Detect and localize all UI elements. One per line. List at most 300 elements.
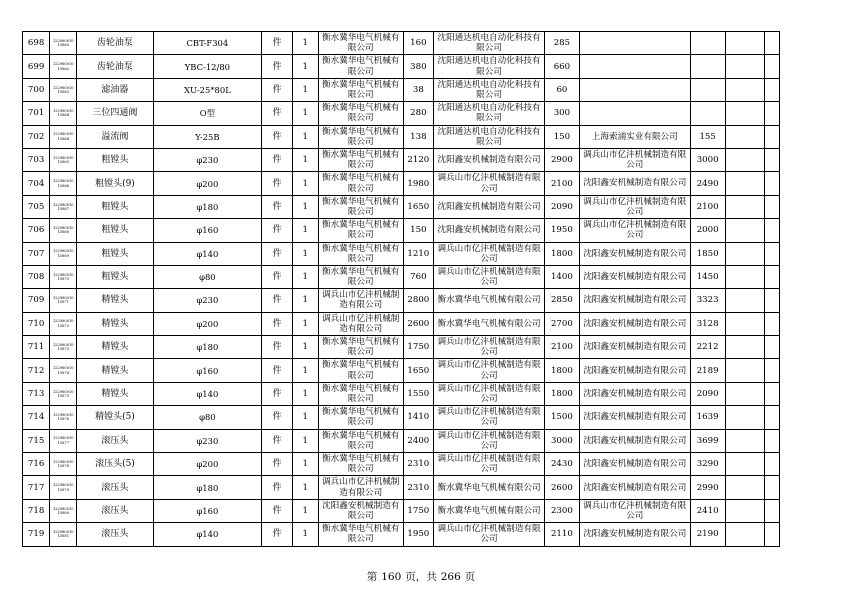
price-2: 2110 bbox=[545, 523, 580, 546]
item-spec: φ180 bbox=[153, 476, 262, 499]
item-quantity: 1 bbox=[292, 32, 318, 55]
price-3: 3000 bbox=[690, 148, 725, 171]
item-name: 精镗头 bbox=[77, 359, 153, 382]
row-number: 707 bbox=[23, 242, 50, 265]
supplier-3: 沈阳鑫安机械制造有限公司 bbox=[579, 429, 690, 452]
row-number: 713 bbox=[23, 382, 50, 405]
item-name: 粗镗头 bbox=[77, 195, 153, 218]
item-name: 滤油器 bbox=[77, 78, 153, 101]
price-1: 760 bbox=[403, 265, 433, 288]
item-unit: 件 bbox=[262, 453, 292, 476]
blank-cell bbox=[764, 78, 779, 101]
supplier-2: 调兵山市亿沣机械制造有限公司 bbox=[434, 172, 545, 195]
material-code: 122980010 15862 bbox=[50, 55, 77, 78]
row-number: 715 bbox=[23, 429, 50, 452]
supplier-2: 调兵山市亿沣机械制造有限公司 bbox=[434, 359, 545, 382]
price-1: 2310 bbox=[403, 453, 433, 476]
supplier-2: 沈阳通达机电自动化科技有限公司 bbox=[434, 125, 545, 148]
price-2: 2300 bbox=[545, 499, 580, 522]
supplier-3: 沈阳鑫安机械制造有限公司 bbox=[579, 523, 690, 546]
blank-cell bbox=[725, 242, 764, 265]
material-code: 122980010 15875 bbox=[50, 382, 77, 405]
price-2: 300 bbox=[545, 102, 580, 125]
item-unit: 件 bbox=[262, 406, 292, 429]
supplier-1: 衡水冀华电气机械有限公司 bbox=[318, 195, 403, 218]
blank-cell bbox=[764, 336, 779, 359]
blank-cell bbox=[725, 102, 764, 125]
item-unit: 件 bbox=[262, 172, 292, 195]
price-1: 2600 bbox=[403, 312, 433, 335]
blank-cell bbox=[725, 289, 764, 312]
supplier-3: 沈阳鑫安机械制造有限公司 bbox=[579, 382, 690, 405]
supplier-2: 调兵山市亿沣机械制造有限公司 bbox=[434, 453, 545, 476]
blank-cell bbox=[725, 406, 764, 429]
price-2: 660 bbox=[545, 55, 580, 78]
supplier-3: 沈阳鑫安机械制造有限公司 bbox=[579, 336, 690, 359]
supplier-2: 沈阳通达机电自动化科技有限公司 bbox=[434, 55, 545, 78]
blank-cell bbox=[764, 312, 779, 335]
item-name: 粗镗头 bbox=[77, 148, 153, 171]
supplier-2: 调兵山市亿沣机械制造有限公司 bbox=[434, 429, 545, 452]
item-spec: φ160 bbox=[153, 359, 262, 382]
blank-cell bbox=[725, 359, 764, 382]
blank-cell bbox=[764, 172, 779, 195]
row-number: 718 bbox=[23, 499, 50, 522]
price-1: 160 bbox=[403, 32, 433, 55]
price-1: 2800 bbox=[403, 289, 433, 312]
blank-cell bbox=[764, 32, 779, 55]
table-row bbox=[23, 265, 780, 288]
blank-cell bbox=[725, 499, 764, 522]
item-unit: 件 bbox=[262, 289, 292, 312]
row-number: 711 bbox=[23, 336, 50, 359]
item-name: 精镗头(5) bbox=[77, 406, 153, 429]
blank-cell bbox=[764, 219, 779, 242]
table-row bbox=[23, 32, 780, 55]
blank-cell bbox=[764, 523, 779, 546]
item-name: 精镗头 bbox=[77, 312, 153, 335]
item-quantity: 1 bbox=[292, 382, 318, 405]
row-number: 701 bbox=[23, 102, 50, 125]
price-2: 2600 bbox=[545, 476, 580, 499]
price-3 bbox=[690, 32, 725, 55]
price-1: 138 bbox=[403, 125, 433, 148]
item-unit: 件 bbox=[262, 312, 292, 335]
row-number: 708 bbox=[23, 265, 50, 288]
item-quantity: 1 bbox=[292, 429, 318, 452]
material-code: 122980010 15881 bbox=[50, 523, 77, 546]
supplier-3: 沈阳鑫安机械制造有限公司 bbox=[579, 172, 690, 195]
supplier-3 bbox=[579, 78, 690, 101]
item-name: 精镗头 bbox=[77, 336, 153, 359]
price-3: 2190 bbox=[690, 523, 725, 546]
price-3: 3323 bbox=[690, 289, 725, 312]
item-unit: 件 bbox=[262, 219, 292, 242]
total-pages: 266 bbox=[440, 571, 461, 583]
price-1: 2400 bbox=[403, 429, 433, 452]
item-quantity: 1 bbox=[292, 55, 318, 78]
supplier-3 bbox=[579, 55, 690, 78]
material-code: 122980010 15874 bbox=[50, 359, 77, 382]
table-row bbox=[23, 406, 780, 429]
item-quantity: 1 bbox=[292, 125, 318, 148]
supplier-3: 沈阳鑫安机械制造有限公司 bbox=[579, 453, 690, 476]
supplier-2: 调兵山市亿沣机械制造有限公司 bbox=[434, 523, 545, 546]
price-1: 1410 bbox=[403, 406, 433, 429]
material-code: 122980010 15863 bbox=[50, 78, 77, 101]
row-number: 716 bbox=[23, 453, 50, 476]
item-spec: YBC-12/80 bbox=[153, 55, 262, 78]
row-number: 705 bbox=[23, 195, 50, 218]
price-1: 38 bbox=[403, 78, 433, 101]
supplier-2: 衡水冀华电气机械有限公司 bbox=[434, 499, 545, 522]
price-2: 2100 bbox=[545, 172, 580, 195]
item-spec: φ200 bbox=[153, 453, 262, 476]
table-row bbox=[23, 336, 780, 359]
item-spec: φ230 bbox=[153, 289, 262, 312]
material-code: 122980010 15864 bbox=[50, 125, 77, 148]
material-code: 122980010 15876 bbox=[50, 406, 77, 429]
material-code: 122980010 15879 bbox=[50, 476, 77, 499]
item-spec: φ200 bbox=[153, 312, 262, 335]
row-number: 717 bbox=[23, 476, 50, 499]
supplier-1: 调兵山市亿沣机械制造有限公司 bbox=[318, 289, 403, 312]
blank-cell bbox=[764, 289, 779, 312]
item-name: 精镗头 bbox=[77, 382, 153, 405]
material-code: 122980010 15870 bbox=[50, 265, 77, 288]
blank-cell bbox=[764, 499, 779, 522]
supplier-3: 沈阳鑫安机械制造有限公司 bbox=[579, 476, 690, 499]
supplier-1: 衡水冀华电气机械有限公司 bbox=[318, 382, 403, 405]
supplier-2: 沈阳通达机电自动化科技有限公司 bbox=[434, 32, 545, 55]
row-number: 709 bbox=[23, 289, 50, 312]
price-2: 2090 bbox=[545, 195, 580, 218]
supplier-1: 衡水冀华电气机械有限公司 bbox=[318, 242, 403, 265]
price-3: 2490 bbox=[690, 172, 725, 195]
material-code: 122980010 15868 bbox=[50, 219, 77, 242]
price-3: 3699 bbox=[690, 429, 725, 452]
supplier-3: 沈阳鑫安机械制造有限公司 bbox=[579, 265, 690, 288]
supplier-2: 沈阳通达机电自动化科技有限公司 bbox=[434, 102, 545, 125]
supplier-3 bbox=[579, 32, 690, 55]
item-quantity: 1 bbox=[292, 476, 318, 499]
item-spec: φ180 bbox=[153, 336, 262, 359]
table-row bbox=[23, 172, 780, 195]
page-number: 160 bbox=[381, 571, 402, 583]
item-spec: φ140 bbox=[153, 523, 262, 546]
table-row bbox=[23, 242, 780, 265]
price-1: 1750 bbox=[403, 336, 433, 359]
blank-cell bbox=[725, 523, 764, 546]
table-row bbox=[23, 359, 780, 382]
blank-cell bbox=[725, 429, 764, 452]
item-unit: 件 bbox=[262, 32, 292, 55]
item-name: 粗镗头(9) bbox=[77, 172, 153, 195]
blank-cell bbox=[764, 148, 779, 171]
item-unit: 件 bbox=[262, 359, 292, 382]
supplier-1: 衡水冀华电气机械有限公司 bbox=[318, 336, 403, 359]
table-row bbox=[23, 125, 780, 148]
price-2: 1800 bbox=[545, 242, 580, 265]
blank-cell bbox=[764, 265, 779, 288]
material-code: 122980010 15878 bbox=[50, 453, 77, 476]
material-code: 122980010 15865 bbox=[50, 148, 77, 171]
price-1: 1950 bbox=[403, 523, 433, 546]
blank-cell bbox=[725, 148, 764, 171]
row-number: 719 bbox=[23, 523, 50, 546]
table-row bbox=[23, 148, 780, 171]
item-spec: φ200 bbox=[153, 172, 262, 195]
table-row bbox=[23, 499, 780, 522]
item-spec: φ230 bbox=[153, 148, 262, 171]
blank-cell bbox=[725, 265, 764, 288]
supplier-3: 沈阳鑫安机械制造有限公司 bbox=[579, 359, 690, 382]
item-quantity: 1 bbox=[292, 359, 318, 382]
supplier-2: 调兵山市亿沣机械制造有限公司 bbox=[434, 382, 545, 405]
item-name: 粗镗头 bbox=[77, 219, 153, 242]
blank-cell bbox=[764, 453, 779, 476]
blank-cell bbox=[764, 429, 779, 452]
supplier-3 bbox=[579, 102, 690, 125]
blank-cell bbox=[764, 125, 779, 148]
blank-cell bbox=[764, 102, 779, 125]
item-spec: XU-25*80L bbox=[153, 78, 262, 101]
item-name: 滚压头 bbox=[77, 523, 153, 546]
price-1: 1650 bbox=[403, 359, 433, 382]
item-spec: O型 bbox=[153, 102, 262, 125]
item-spec: φ180 bbox=[153, 195, 262, 218]
supplier-2: 调兵山市亿沣机械制造有限公司 bbox=[434, 242, 545, 265]
item-quantity: 1 bbox=[292, 195, 318, 218]
supplier-1: 衡水冀华电气机械有限公司 bbox=[318, 453, 403, 476]
price-1: 1210 bbox=[403, 242, 433, 265]
supplier-2: 调兵山市亿沣机械制造有限公司 bbox=[434, 336, 545, 359]
supplier-3: 沈阳鑫安机械制造有限公司 bbox=[579, 289, 690, 312]
supplier-2: 沈阳鑫安机械制造有限公司 bbox=[434, 148, 545, 171]
item-name: 粗镗头 bbox=[77, 265, 153, 288]
material-code: 122980010 15867 bbox=[50, 195, 77, 218]
blank-cell bbox=[725, 195, 764, 218]
price-2: 2100 bbox=[545, 336, 580, 359]
price-3: 1850 bbox=[690, 242, 725, 265]
row-number: 712 bbox=[23, 359, 50, 382]
item-spec: φ80 bbox=[153, 406, 262, 429]
material-code: 122980010 15877 bbox=[50, 429, 77, 452]
item-name: 溢流阀 bbox=[77, 125, 153, 148]
material-code: 122980010 15869 bbox=[50, 242, 77, 265]
blank-cell bbox=[725, 32, 764, 55]
item-quantity: 1 bbox=[292, 219, 318, 242]
item-unit: 件 bbox=[262, 242, 292, 265]
supplier-1: 衡水冀华电气机械有限公司 bbox=[318, 359, 403, 382]
price-3: 155 bbox=[690, 125, 725, 148]
price-1: 2310 bbox=[403, 476, 433, 499]
price-3: 1639 bbox=[690, 406, 725, 429]
item-name: 粗镗头 bbox=[77, 242, 153, 265]
material-code: 122980010 15872 bbox=[50, 312, 77, 335]
price-1: 1650 bbox=[403, 195, 433, 218]
supplier-1: 衡水冀华电气机械有限公司 bbox=[318, 125, 403, 148]
row-number: 699 bbox=[23, 55, 50, 78]
item-quantity: 1 bbox=[292, 242, 318, 265]
price-1: 1980 bbox=[403, 172, 433, 195]
supplier-1: 衡水冀华电气机械有限公司 bbox=[318, 429, 403, 452]
item-spec: φ140 bbox=[153, 242, 262, 265]
item-quantity: 1 bbox=[292, 102, 318, 125]
price-3: 2090 bbox=[690, 382, 725, 405]
item-unit: 件 bbox=[262, 429, 292, 452]
item-spec: φ160 bbox=[153, 219, 262, 242]
item-name: 滚压头(5) bbox=[77, 453, 153, 476]
row-number: 706 bbox=[23, 219, 50, 242]
material-code: 122980010 15880 bbox=[50, 499, 77, 522]
price-2: 2850 bbox=[545, 289, 580, 312]
price-comparison-table bbox=[22, 31, 780, 547]
supplier-2: 衡水冀华电气机械有限公司 bbox=[434, 476, 545, 499]
price-3: 3290 bbox=[690, 453, 725, 476]
blank-cell bbox=[725, 172, 764, 195]
item-unit: 件 bbox=[262, 125, 292, 148]
blank-cell bbox=[764, 55, 779, 78]
item-spec: Y-25B bbox=[153, 125, 262, 148]
item-unit: 件 bbox=[262, 265, 292, 288]
supplier-1: 衡水冀华电气机械有限公司 bbox=[318, 102, 403, 125]
item-quantity: 1 bbox=[292, 148, 318, 171]
price-2: 2430 bbox=[545, 453, 580, 476]
supplier-3: 调兵山市亿沣机械制造有限公司 bbox=[579, 219, 690, 242]
blank-cell bbox=[764, 406, 779, 429]
price-3: 2990 bbox=[690, 476, 725, 499]
supplier-2: 衡水冀华电气机械有限公司 bbox=[434, 289, 545, 312]
blank-cell bbox=[725, 336, 764, 359]
price-2: 1950 bbox=[545, 219, 580, 242]
blank-cell bbox=[764, 195, 779, 218]
blank-cell bbox=[725, 55, 764, 78]
supplier-2: 沈阳通达机电自动化科技有限公司 bbox=[434, 78, 545, 101]
table-row bbox=[23, 219, 780, 242]
price-3 bbox=[690, 78, 725, 101]
supplier-1: 沈阳鑫安机械制造有限公司 bbox=[318, 499, 403, 522]
price-2: 2700 bbox=[545, 312, 580, 335]
item-name: 滚压头 bbox=[77, 429, 153, 452]
blank-cell bbox=[725, 219, 764, 242]
table-row bbox=[23, 429, 780, 452]
footer-suffix: 页 bbox=[464, 571, 476, 583]
price-2: 60 bbox=[545, 78, 580, 101]
item-name: 齿轮油泵 bbox=[77, 32, 153, 55]
price-3: 2410 bbox=[690, 499, 725, 522]
price-1: 280 bbox=[403, 102, 433, 125]
price-3 bbox=[690, 55, 725, 78]
row-number: 698 bbox=[23, 32, 50, 55]
material-code: 122980010 15866 bbox=[50, 172, 77, 195]
table-row bbox=[23, 476, 780, 499]
supplier-3: 沈阳鑫安机械制造有限公司 bbox=[579, 242, 690, 265]
supplier-1: 衡水冀华电气机械有限公司 bbox=[318, 55, 403, 78]
blank-cell bbox=[725, 312, 764, 335]
supplier-2: 沈阳鑫安机械制造有限公司 bbox=[434, 219, 545, 242]
material-code: 122980010 15871 bbox=[50, 289, 77, 312]
blank-cell bbox=[725, 382, 764, 405]
blank-cell bbox=[725, 453, 764, 476]
supplier-3: 调兵山市亿沣机械制造有限公司 bbox=[579, 499, 690, 522]
blank-cell bbox=[725, 476, 764, 499]
supplier-1: 衡水冀华电气机械有限公司 bbox=[318, 78, 403, 101]
supplier-2: 衡水冀华电气机械有限公司 bbox=[434, 312, 545, 335]
price-2: 150 bbox=[545, 125, 580, 148]
table-row bbox=[23, 55, 780, 78]
item-unit: 件 bbox=[262, 78, 292, 101]
table-row bbox=[23, 453, 780, 476]
table-row bbox=[23, 312, 780, 335]
footer-prefix: 第 bbox=[366, 571, 378, 583]
row-number: 700 bbox=[23, 78, 50, 101]
row-number: 703 bbox=[23, 148, 50, 171]
blank-cell bbox=[764, 476, 779, 499]
item-unit: 件 bbox=[262, 102, 292, 125]
price-1: 150 bbox=[403, 219, 433, 242]
blank-cell bbox=[764, 242, 779, 265]
item-unit: 件 bbox=[262, 476, 292, 499]
item-unit: 件 bbox=[262, 148, 292, 171]
item-name: 滚压头 bbox=[77, 476, 153, 499]
item-name: 精镗头 bbox=[77, 289, 153, 312]
item-name: 滚压头 bbox=[77, 499, 153, 522]
table-row bbox=[23, 195, 780, 218]
supplier-2: 调兵山市亿沣机械制造有限公司 bbox=[434, 265, 545, 288]
item-quantity: 1 bbox=[292, 336, 318, 359]
table-row bbox=[23, 289, 780, 312]
row-number: 714 bbox=[23, 406, 50, 429]
price-1: 380 bbox=[403, 55, 433, 78]
blank-cell bbox=[725, 78, 764, 101]
supplier-3: 调兵山市亿沣机械制造有限公司 bbox=[579, 195, 690, 218]
table-row bbox=[23, 382, 780, 405]
item-quantity: 1 bbox=[292, 453, 318, 476]
price-3: 2189 bbox=[690, 359, 725, 382]
blank-cell bbox=[764, 382, 779, 405]
price-2: 1800 bbox=[545, 382, 580, 405]
item-spec: CBT-F304 bbox=[153, 32, 262, 55]
price-3 bbox=[690, 102, 725, 125]
item-spec: φ80 bbox=[153, 265, 262, 288]
supplier-2: 调兵山市亿沣机械制造有限公司 bbox=[434, 406, 545, 429]
item-quantity: 1 bbox=[292, 406, 318, 429]
page-footer bbox=[0, 569, 842, 584]
item-spec: φ160 bbox=[153, 499, 262, 522]
item-unit: 件 bbox=[262, 523, 292, 546]
item-name: 齿轮油泵 bbox=[77, 55, 153, 78]
material-code: 122980010 15864 bbox=[50, 102, 77, 125]
supplier-2: 沈阳鑫安机械制造有限公司 bbox=[434, 195, 545, 218]
item-quantity: 1 bbox=[292, 265, 318, 288]
table-row bbox=[23, 102, 780, 125]
price-1: 1750 bbox=[403, 499, 433, 522]
price-3: 2000 bbox=[690, 219, 725, 242]
supplier-3: 调兵山市亿沣机械制造有限公司 bbox=[579, 148, 690, 171]
blank-cell bbox=[764, 359, 779, 382]
price-1: 1550 bbox=[403, 382, 433, 405]
price-3: 1450 bbox=[690, 265, 725, 288]
item-spec: φ140 bbox=[153, 382, 262, 405]
table-row bbox=[23, 523, 780, 546]
row-number: 702 bbox=[23, 125, 50, 148]
item-quantity: 1 bbox=[292, 289, 318, 312]
item-quantity: 1 bbox=[292, 312, 318, 335]
row-number: 710 bbox=[23, 312, 50, 335]
supplier-1: 调兵山市亿沣机械制造有限公司 bbox=[318, 312, 403, 335]
supplier-1: 衡水冀华电气机械有限公司 bbox=[318, 406, 403, 429]
